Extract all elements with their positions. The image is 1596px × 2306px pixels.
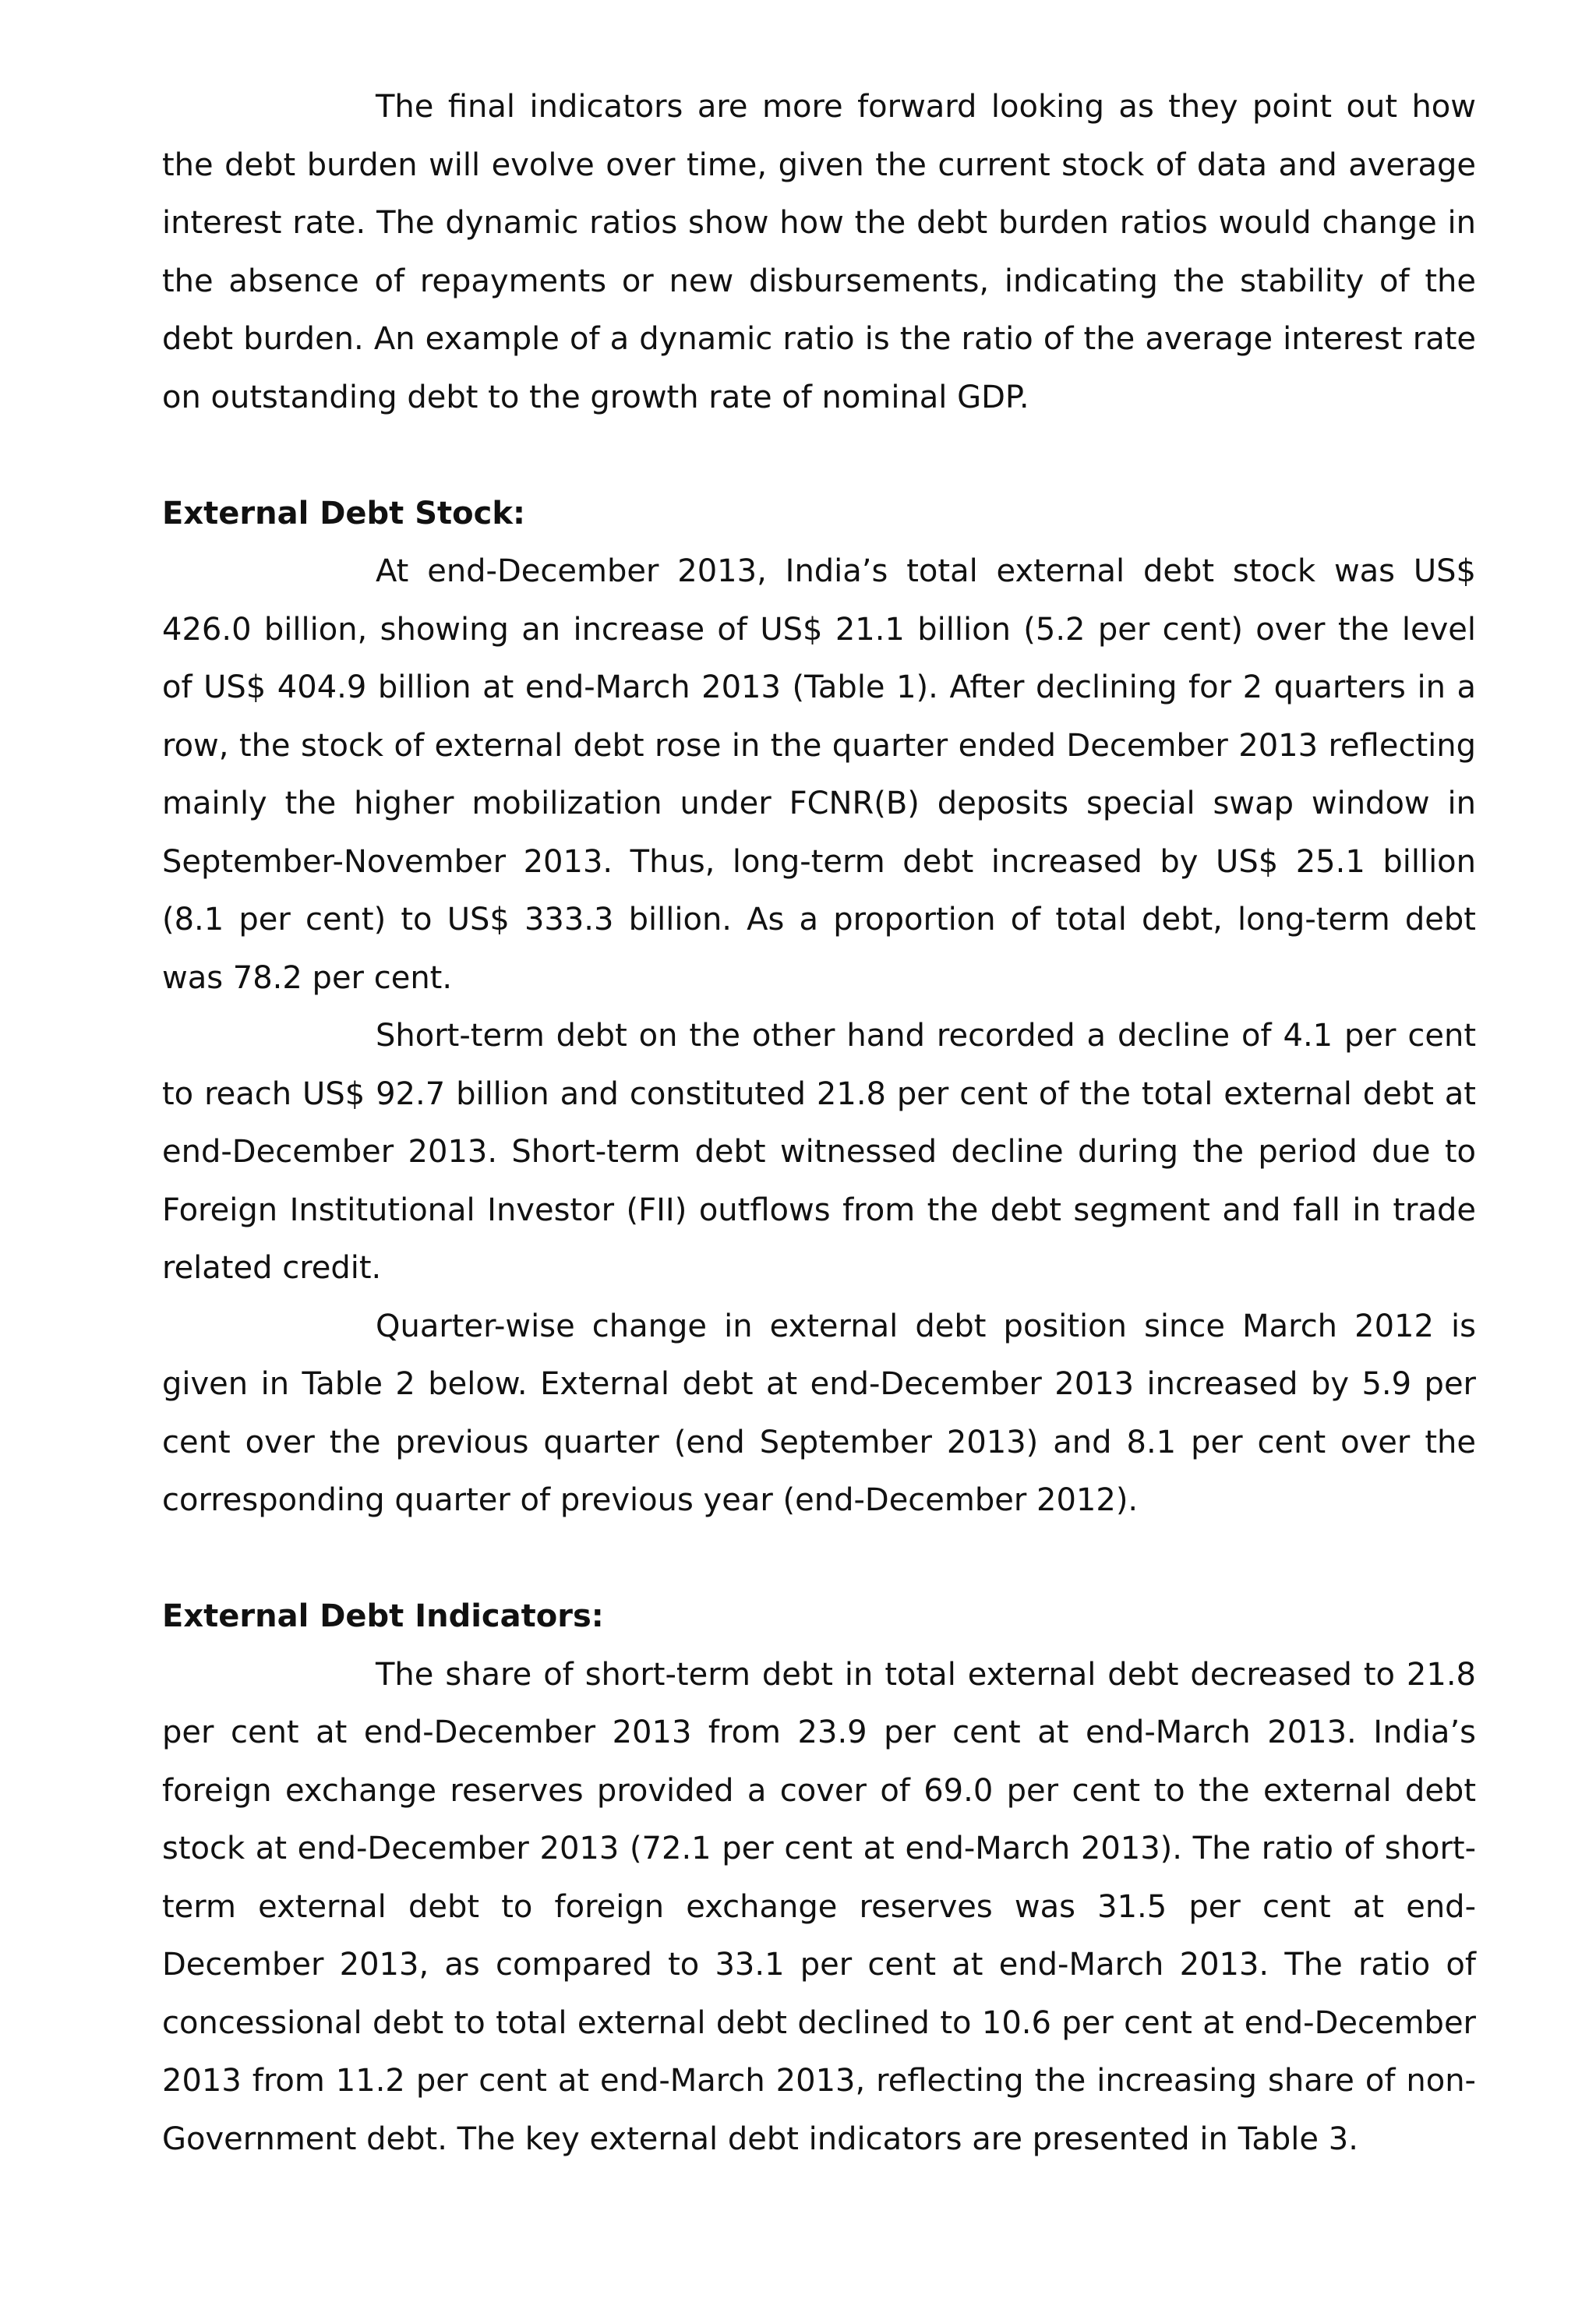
document-body [162,78,1476,2168]
external-debt-indicators-heading: External Debt Indicators: [162,1598,604,1634]
debt-stock-paragraph-1: At end-December 2013, India’s total external debt stock was US$ 426.0 billion, showing an increase of US$ 21.1 billion (5.2 per cent) over the level of US$ 404.9 billion at end-March 2013 (Table 1). After declining for 2 quarters in a row, the stock of external debt rose in the quarter ended December 2013 reflecting mainly the higher mobilization under FCNR(B) deposits special swap window in September-November 2013. Thus, long-term debt increased by US$ 25.1 billion (8.1 per cent) to US$ 333.3 billion. As a proportion of total debt, long-term debt was 78.2 per cent. [162,553,1476,996]
external-debt-stock-heading: External Debt Stock: [162,495,525,531]
intro-paragraph: The final indicators are more forward looking as they point out how the debt burden will evolve over time, given the current stock of data and average interest rate. The dynamic ratios show how the debt burden ratios would change in the absence of repayments or new disbursements, indicating the stability of the debt burden. An example of a dynamic ratio is the ratio of the average interest rate on outstanding debt to the growth rate of nominal GDP. [162,89,1476,415]
debt-stock-paragraph-2: Short-term debt on the other hand recorded a decline of 4.1 per cent to reach US$ 92.7 billion and constituted 21.8 per cent of the total external debt at end-December 2013. Short-term debt witnessed decline during the period due to Foreign Institutional Investor (FII) outflows from the debt segment and fall in trade related credit. [162,1018,1476,1286]
section-spacer [162,426,1476,485]
section-spacer [162,1530,1476,1588]
debt-stock-paragraph-3: Quarter-wise change in external debt position since March 2012 is given in Table 2 below. External debt at end-December 2013 increased by 5.9 per cent over the previous quarter (end September 2013) and 8.1 per cent over the corresponding quarter of previous year (end-December 2012). [162,1308,1476,1518]
debt-indicators-paragraph-1: The share of short-term debt in total external debt decreased to 21.8 per cent at end-December 2013 from 23.9 per cent at end-March 2013. India’s foreign exchange reserves provided a cover of 69.0 per cent to the external debt stock at end-December 2013 (72.1 per cent at end-March 2013). The ratio of short-term external debt to foreign exchange reserves was 31.5 per cent at end-December 2013, as compared to 33.1 per cent at end-March 2013. The ratio of concessional debt to total external debt declined to 10.6 per cent at end-December 2013 from 11.2 per cent at end-March 2013, reflecting the increasing share of non-Government debt. The key external debt indicators are presented in Table 3. [162,1656,1476,2157]
